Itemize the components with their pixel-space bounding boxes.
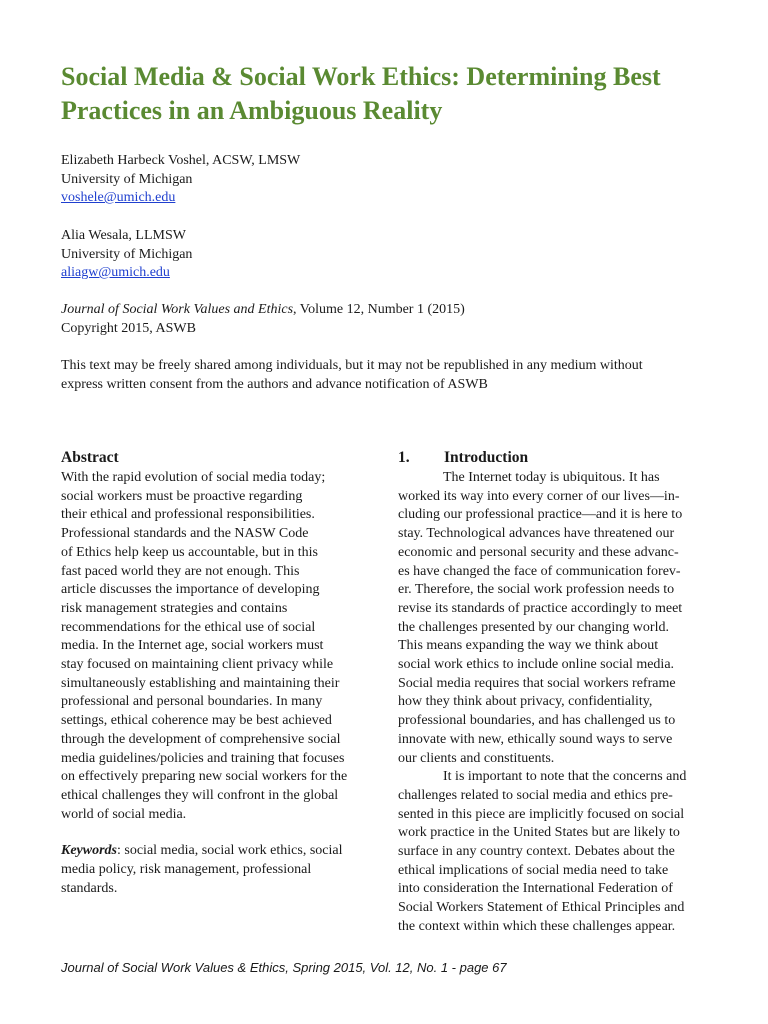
citation-block bbox=[61, 301, 721, 338]
text-line: world of social media. bbox=[61, 806, 187, 822]
text-line: their ethical and professional responsibilities. bbox=[61, 507, 315, 523]
text-line: The Internet today is ubiquitous. It has bbox=[443, 470, 660, 485]
text-line: of Ethics help keep us accountable, but in this bbox=[61, 544, 318, 560]
text-line: into consideration the International Federation of bbox=[398, 881, 673, 897]
text-line: sented in this piece are implicitly focused on social bbox=[398, 806, 685, 822]
text-line: challenges related to social media and ethics pre- bbox=[398, 787, 673, 803]
keywords-line: media policy, risk management, professional bbox=[61, 862, 312, 878]
abstract-heading: Abstract bbox=[61, 449, 119, 466]
text-line: ethical challenges they will confront in the global bbox=[61, 787, 339, 803]
author-name: Elizabeth Harbeck Voshel, ACSW, LMSW bbox=[61, 153, 301, 168]
text-line: cluding our professional practice—and it is here to bbox=[398, 507, 683, 523]
text-line: professional and personal boundaries. In many bbox=[61, 694, 323, 710]
title-line-1: Social Media & Social Work Ethics: Determining Best bbox=[61, 62, 661, 91]
author-block-2 bbox=[61, 227, 721, 283]
text-line: worked its way into every corner of our lives—in- bbox=[398, 488, 680, 504]
text-line: er. Therefore, the social work profession needs to bbox=[398, 582, 675, 598]
text-line: This means expanding the way we think about bbox=[398, 638, 659, 654]
sharing-notice bbox=[61, 357, 721, 394]
text-line: media guidelines/policies and training that focuses bbox=[61, 750, 345, 766]
text-line: how they think about privacy, confidentiality, bbox=[398, 694, 653, 710]
text-line: social workers must be proactive regarding bbox=[61, 488, 303, 504]
text-line: professional boundaries, and has challenged us to bbox=[398, 713, 676, 729]
text-line: revise its standards of practice accordingly to meet bbox=[398, 600, 683, 616]
text-line: It is important to note that the concerns and bbox=[443, 769, 687, 785]
text-line: Social Workers Statement of Ethical Principles and bbox=[398, 900, 685, 916]
article-title bbox=[61, 60, 741, 128]
text-line: fast paced world they are not enough. This bbox=[61, 563, 300, 579]
text-line: stay focused on maintaining client privacy while bbox=[61, 657, 334, 673]
keywords bbox=[61, 842, 381, 898]
text-line: es have changed the face of communication forev- bbox=[398, 563, 681, 579]
author-affiliation: University of Michigan bbox=[61, 171, 193, 187]
section-number: 1. bbox=[398, 449, 410, 466]
author-block-1 bbox=[61, 152, 721, 208]
text-line: stay. Technological advances have threatened our bbox=[398, 526, 675, 542]
journal-name: Journal of Social Work Values and Ethics bbox=[61, 302, 294, 317]
text-line: through the development of comprehensive social bbox=[61, 731, 341, 747]
text-line: risk management strategies and contains bbox=[61, 600, 288, 616]
text-line: settings, ethical coherence may be best achieved bbox=[61, 713, 332, 729]
author-name: Alia Wesala, LLMSW bbox=[61, 228, 186, 243]
introduction-paragraph-2 bbox=[398, 768, 718, 936]
abstract-text bbox=[61, 469, 381, 824]
text-line: simultaneously establishing and maintaining their bbox=[61, 675, 340, 691]
author-affiliation: University of Michigan bbox=[61, 246, 193, 262]
text-line: article discusses the importance of developing bbox=[61, 582, 320, 598]
section-title: Introduction bbox=[444, 449, 529, 466]
text-line: our clients and constituents. bbox=[398, 750, 555, 766]
copyright-line: Copyright 2015, ASWB bbox=[61, 320, 196, 336]
text-line: social work ethics to include online social media. bbox=[398, 657, 675, 673]
keywords-line: : social media, social work ethics, social bbox=[117, 843, 343, 859]
text-line: the context within which these challenges appear. bbox=[398, 918, 676, 934]
introduction-column bbox=[398, 448, 718, 937]
introduction-paragraph-1 bbox=[398, 469, 718, 768]
citation-volume: , Volume 12, Number 1 (2015) bbox=[293, 302, 465, 317]
author-email-link[interactable]: voshele@umich.edu bbox=[61, 190, 176, 205]
text-line: on effectively preparing new social workers for the bbox=[61, 769, 348, 785]
text-line: innovate with new, ethically sound ways to serve bbox=[398, 731, 673, 747]
text-line: the challenges presented by our changing world. bbox=[398, 619, 669, 635]
text-line: ethical implications of social media need to take bbox=[398, 862, 669, 878]
introduction-heading bbox=[398, 448, 718, 468]
page-footer: Journal of Social Work Values & Ethics, Spring 2015, Vol. 12, No. 1 - page 67 bbox=[61, 960, 507, 975]
text-line: With the rapid evolution of social media today; bbox=[61, 470, 326, 485]
notice-line-2: express written consent from the authors and advance notification of ASWB bbox=[61, 376, 488, 392]
title-line-2: Practices in an Ambiguous Reality bbox=[61, 96, 443, 125]
keywords-label: Keywords bbox=[61, 843, 117, 859]
keywords-line: standards. bbox=[61, 880, 118, 896]
text-line: surface in any country context. Debates about the bbox=[398, 844, 675, 860]
author-email-link[interactable]: aliagw@umich.edu bbox=[61, 265, 170, 280]
text-line: Professional standards and the NASW Code bbox=[61, 526, 309, 542]
text-line: media. In the Internet age, social workers must bbox=[61, 638, 324, 654]
text-line: Social media requires that social workers reframe bbox=[398, 675, 676, 691]
text-line: recommendations for the ethical use of social bbox=[61, 619, 316, 635]
text-line: work practice in the United States but are likely to bbox=[398, 825, 680, 841]
abstract-column bbox=[61, 448, 381, 898]
notice-line-1: This text may be freely shared among individuals, but it may not be republished in any medium without bbox=[61, 358, 643, 373]
text-line: economic and personal security and these advanc- bbox=[398, 544, 679, 560]
